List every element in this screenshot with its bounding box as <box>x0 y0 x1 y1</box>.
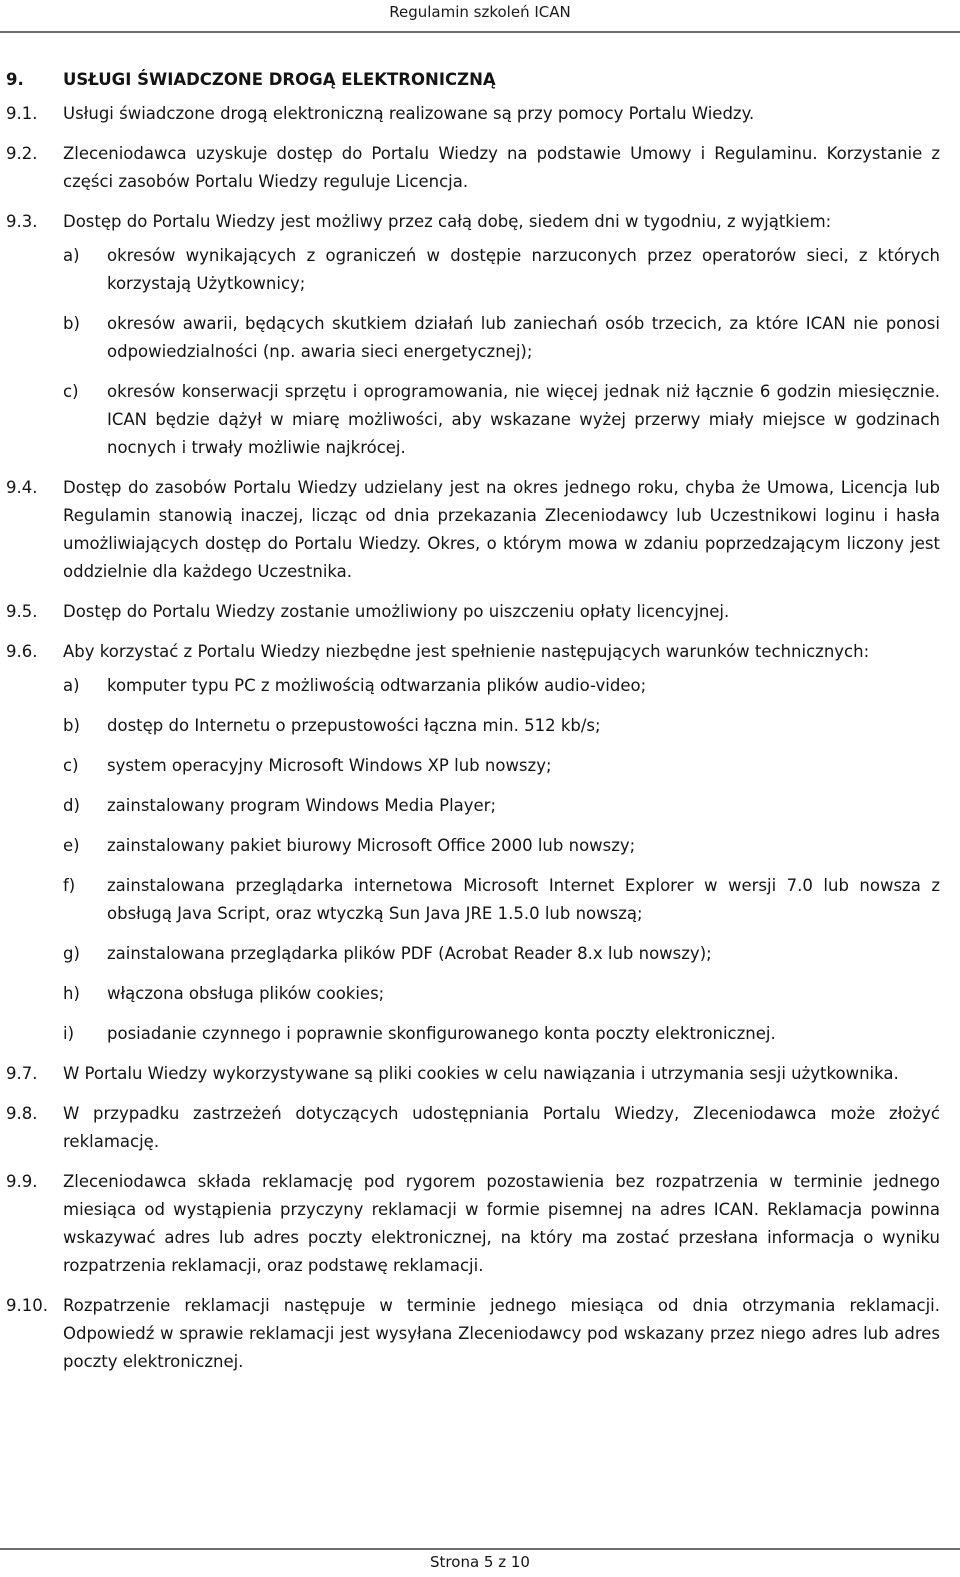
list-marker: d) <box>63 796 80 815</box>
list-item <box>63 310 940 366</box>
paragraph-number: 9.7. <box>6 1064 38 1083</box>
list-item-text: okresów konserwacji sprzętu i oprogramowania, nie więcej jednak niż łącznie 6 godzin miesięcznie. ICAN będzie dążył w miarę możliwości, aby wskazane wyżej przerwy miały miejsce w godzinach nocnych i trwały możliwie najkrócej. <box>107 382 940 457</box>
list-marker: b) <box>63 716 80 735</box>
section-number: 9. <box>6 70 24 89</box>
list-item-text: zainstalowany pakiet biurowy Microsoft Office 2000 lub nowszy; <box>107 836 636 855</box>
paragraph-number: 9.8. <box>6 1104 38 1123</box>
paragraph-text: Zleceniodawca składa reklamację pod rygorem pozostawienia bez rozpatrzenia w terminie jednego miesiąca od wystąpienia przyczyny reklamacji w formie pisemnej na adres ICAN. Reklamacja powinna wskazywać adres lub adres poczty elektronicznej, na który ma zostać przesłana informacja o wyniku rozpatrzenia reklamacji, oraz podstawę reklamacji. <box>63 1172 940 1275</box>
list-marker: c) <box>63 756 79 775</box>
list <box>63 672 940 1048</box>
paragraph-number: 9.9. <box>6 1172 38 1191</box>
paragraph-number: 9.5. <box>6 602 38 621</box>
paragraph <box>6 598 940 626</box>
list-marker: h) <box>63 984 80 1003</box>
list-item-text: system operacyjny Microsoft Windows XP lub nowszy; <box>107 756 552 775</box>
paragraph-number: 9.2. <box>6 144 38 163</box>
paragraph <box>6 1292 940 1376</box>
paragraph-text: W Portalu Wiedzy wykorzystywane są pliki cookies w celu nawiązania i utrzymania sesji użytkownika. <box>63 1064 899 1083</box>
list-item <box>63 980 940 1008</box>
list-item-text: dostęp do Internetu o przepustowości łączna min. 512 kb/s; <box>107 716 601 735</box>
list-marker: a) <box>63 676 80 695</box>
list-marker: i) <box>63 1024 75 1043</box>
paragraph-number: 9.10. <box>6 1296 48 1315</box>
list-item <box>63 1020 940 1048</box>
paragraph-text: Aby korzystać z Portalu Wiedzy niezbędne jest spełnienie następujących warunków technicznych: <box>63 642 870 661</box>
list-marker: c) <box>63 382 79 401</box>
footer-divider <box>0 1548 960 1550</box>
list-item-text: zainstalowana przeglądarka plików PDF (Acrobat Reader 8.x lub nowszy); <box>107 944 712 963</box>
paragraph-number: 9.3. <box>6 212 38 231</box>
document-body <box>6 70 940 1388</box>
paragraph-text: Dostęp do Portalu Wiedzy zostanie umożliwiony po uiszczeniu opłaty licencyjnej. <box>63 602 730 621</box>
list-item <box>63 378 940 462</box>
paragraph-number: 9.1. <box>6 104 38 123</box>
list-item-text: zainstalowany program Windows Media Player; <box>107 796 497 815</box>
list-item <box>63 832 940 860</box>
paragraph-text: Rozpatrzenie reklamacji następuje w terminie jednego miesiąca od dnia otrzymania reklamacji. Odpowiedź w sprawie reklamacji jest wysyłana Zleceniodawcy pod wskazany przez niego adres lub adres poczty elektronicznej. <box>63 1296 940 1371</box>
list-item <box>63 752 940 780</box>
list-item-text: okresów wynikających z ograniczeń w dostępie narzuconych przez operatorów sieci, z których korzystają Użytkownicy; <box>107 246 940 293</box>
paragraph <box>6 100 940 128</box>
list-item-text: zainstalowana przeglądarka internetowa Microsoft Internet Explorer w wersji 7.0 lub nowsza z obsługą Java Script, oraz wtyczką Sun Java JRE 1.5.0 lub nowszą; <box>107 876 940 923</box>
paragraph-list <box>6 100 940 1376</box>
header-title: Regulamin szkoleń ICAN <box>389 3 571 21</box>
list-marker: g) <box>63 944 80 963</box>
paragraph-text: Zleceniodawca uzyskuje dostęp do Portalu Wiedzy na podstawie Umowy i Regulaminu. Korzystanie z części zasobów Portalu Wiedzy reguluje Licencja. <box>63 144 940 191</box>
page-header <box>0 0 960 33</box>
list <box>63 242 940 462</box>
list-item <box>63 792 940 820</box>
section-title: USŁUGI ŚWIADCZONE DROGĄ ELEKTRONICZNĄ <box>63 70 496 89</box>
list-item-text: posiadanie czynnego i poprawnie skonfigurowanego konta poczty elektronicznej. <box>107 1024 776 1043</box>
list-item <box>63 872 940 928</box>
list-item-text: okresów awarii, będących skutkiem działań lub zaniechań osób trzecich, za które ICAN nie ponosi odpowiedzialności (np. awaria sieci energetycznej); <box>107 314 940 361</box>
paragraph <box>6 638 940 666</box>
paragraph <box>6 208 940 236</box>
paragraph <box>6 1060 940 1088</box>
paragraph <box>6 1100 940 1156</box>
paragraph-text: Dostęp do Portalu Wiedzy jest możliwy przez całą dobę, siedem dni w tygodniu, z wyjątkiem: <box>63 212 832 231</box>
paragraph <box>6 1168 940 1280</box>
paragraph <box>6 474 940 586</box>
paragraph-text: W przypadku zastrzeżeń dotyczących udostępniania Portalu Wiedzy, Zleceniodawca może złożyć reklamację. <box>63 1104 940 1151</box>
paragraph-text: Usługi świadczone drogą elektroniczną realizowane są przy pomocy Portalu Wiedzy. <box>63 104 755 123</box>
list-marker: a) <box>63 246 80 265</box>
list-item <box>63 940 940 968</box>
paragraph <box>6 140 940 196</box>
list-item <box>63 672 940 700</box>
section-heading <box>6 70 940 89</box>
paragraph-number: 9.6. <box>6 642 38 661</box>
list-marker: f) <box>63 876 76 895</box>
list-item-text: włączona obsługa plików cookies; <box>107 984 385 1003</box>
header-divider <box>0 31 960 33</box>
paragraph-number: 9.4. <box>6 478 38 497</box>
list-item-text: komputer typu PC z możliwością odtwarzania plików audio-video; <box>107 676 647 695</box>
list-item <box>63 242 940 298</box>
paragraph-text: Dostęp do zasobów Portalu Wiedzy udzielany jest na okres jednego roku, chyba że Umowa, Licencja lub Regulamin stanowią inaczej, licząc od dnia przekazania Zleceniodawcy lub Uczestnikowi loginu i hasła umożliwiających dostęp do Portalu Wiedzy. Okres, o którym mowa w zdaniu poprzedzającym liczony jest oddzielnie dla każdego Uczestnika. <box>63 478 940 581</box>
list-item <box>63 712 940 740</box>
page-number: Strona 5 z 10 <box>430 1553 530 1571</box>
list-marker: e) <box>63 836 80 855</box>
list-marker: b) <box>63 314 80 333</box>
